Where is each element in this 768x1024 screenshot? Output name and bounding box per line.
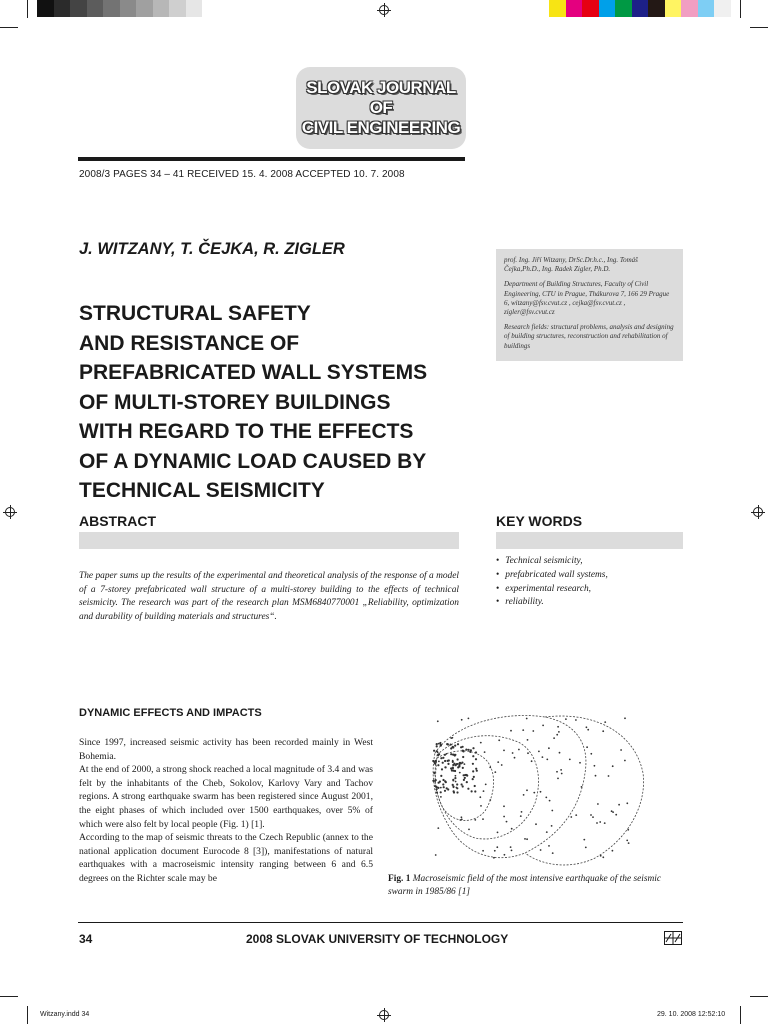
observation-point bbox=[472, 770, 474, 772]
observation-point bbox=[458, 765, 460, 767]
observation-point bbox=[440, 775, 442, 777]
observation-point bbox=[435, 854, 437, 856]
observation-point bbox=[450, 767, 452, 769]
keywords-divider bbox=[496, 532, 683, 549]
observation-point bbox=[527, 752, 529, 754]
observation-point bbox=[548, 845, 550, 847]
observation-point bbox=[532, 730, 534, 732]
observation-point bbox=[506, 821, 508, 823]
observation-point bbox=[501, 764, 503, 766]
observation-point bbox=[497, 761, 499, 763]
body-paragraph: At the end of 2000, a strong shock reached a local magnitude of 3.4 and was felt by the inhabitants of the Cheb, Sokolov, Karlovy Vary and Tachov regions. A strong earthquake swarm has been registered since August 2001, the eight phases of which included over 1500 earthquakes, over 5% of which were also felt by local people (Fig. 1) [1]. bbox=[79, 764, 373, 830]
observation-point bbox=[454, 745, 456, 747]
observation-point bbox=[520, 815, 522, 817]
observation-point bbox=[440, 744, 442, 746]
gray-swatch bbox=[120, 0, 137, 17]
observation-point bbox=[462, 767, 464, 769]
journal-logo bbox=[296, 67, 466, 149]
footer-rule bbox=[78, 922, 683, 923]
body-paragraph: Since 1997, increased seismic activity has been recorded mainly in West Bohemia. bbox=[79, 737, 373, 762]
gray-calibration-bar bbox=[37, 0, 219, 17]
observation-point bbox=[450, 737, 452, 739]
affiliation-department: Department of Building Structures, Faculty of Civil Engineering, CTU in Prague, Thákurova 7, 166 29 Prague 6, witzany@fsv.cvut.cz , cejka@fsv.cvut.cz , zigler@fsv.cvut.cz bbox=[504, 280, 670, 317]
authors: J. WITZANY, T. ČEJKA, R. ZIGLER bbox=[79, 240, 345, 258]
observation-point bbox=[496, 846, 498, 848]
observation-point bbox=[475, 758, 477, 760]
observation-point bbox=[460, 763, 462, 765]
observation-point bbox=[436, 745, 438, 747]
observation-point bbox=[434, 785, 436, 787]
observation-point bbox=[443, 786, 445, 788]
observation-point bbox=[628, 842, 630, 844]
observation-point bbox=[462, 756, 464, 758]
registration-mark-left bbox=[3, 505, 17, 519]
publisher-logo-icon bbox=[664, 931, 682, 945]
observation-point bbox=[436, 791, 438, 793]
observation-point bbox=[472, 755, 474, 757]
observation-point bbox=[559, 752, 561, 754]
isoseismal-outer bbox=[433, 716, 586, 858]
observation-point bbox=[611, 810, 613, 812]
observation-point bbox=[455, 764, 457, 766]
observation-point bbox=[540, 849, 542, 851]
observation-point bbox=[467, 788, 469, 790]
observation-point bbox=[527, 739, 529, 741]
observation-point bbox=[624, 760, 626, 762]
observation-point bbox=[451, 747, 453, 749]
observation-point bbox=[597, 803, 599, 805]
observation-point bbox=[482, 818, 484, 820]
color-swatch bbox=[714, 0, 731, 17]
observation-point bbox=[526, 718, 528, 720]
observation-point bbox=[535, 823, 537, 825]
observation-point bbox=[504, 854, 506, 856]
gray-swatch bbox=[87, 0, 104, 17]
observation-point bbox=[545, 797, 547, 799]
observation-point bbox=[489, 799, 491, 801]
observation-point bbox=[612, 850, 614, 852]
observation-point bbox=[594, 765, 596, 767]
observation-point bbox=[464, 763, 466, 765]
observation-point bbox=[454, 754, 456, 756]
observation-point bbox=[450, 744, 452, 746]
color-calibration-bar bbox=[549, 0, 731, 17]
observation-point bbox=[523, 794, 525, 796]
observation-point bbox=[524, 838, 526, 840]
observation-point bbox=[459, 772, 461, 774]
publication-meta: 2008/3 PAGES 34 – 41 RECEIVED 15. 4. 2008 ACCEPTED 10. 7. 2008 bbox=[79, 169, 405, 180]
observation-point bbox=[461, 816, 463, 818]
title-line: OF A DYNAMIC LOAD CAUSED BY bbox=[79, 449, 427, 473]
observation-point bbox=[461, 819, 463, 821]
gray-swatch bbox=[136, 0, 153, 17]
observation-point bbox=[590, 814, 592, 816]
observation-point bbox=[511, 850, 513, 852]
observation-point bbox=[494, 771, 496, 773]
observation-point bbox=[483, 790, 485, 792]
observation-point bbox=[440, 791, 442, 793]
color-swatch bbox=[615, 0, 632, 17]
observation-point bbox=[511, 828, 513, 830]
observation-point bbox=[453, 791, 455, 793]
observation-point bbox=[471, 790, 473, 792]
observation-point bbox=[440, 757, 442, 759]
observation-point bbox=[468, 718, 470, 720]
observation-point bbox=[472, 747, 474, 749]
observation-points bbox=[432, 717, 629, 858]
crop-mark bbox=[27, 0, 28, 18]
observation-point bbox=[452, 767, 454, 769]
observation-point bbox=[474, 785, 476, 787]
observation-point bbox=[433, 772, 435, 774]
observation-point bbox=[581, 786, 583, 788]
observation-point bbox=[587, 729, 589, 731]
observation-point bbox=[485, 784, 487, 786]
abstract-heading: ABSTRACT bbox=[79, 513, 156, 529]
observation-point bbox=[437, 827, 439, 829]
observation-point bbox=[583, 839, 585, 841]
keywords-heading: KEY WORDS bbox=[496, 513, 583, 529]
observation-point bbox=[462, 785, 464, 787]
observation-point bbox=[447, 763, 449, 765]
observation-point bbox=[556, 771, 558, 773]
keyword-item: • experimental research, bbox=[496, 583, 686, 597]
observation-point bbox=[455, 781, 457, 783]
observation-point bbox=[444, 766, 446, 768]
observation-point bbox=[557, 726, 559, 728]
color-swatch bbox=[648, 0, 665, 17]
observation-point bbox=[557, 778, 559, 780]
observation-point bbox=[522, 729, 524, 731]
observation-point bbox=[434, 780, 436, 782]
registration-mark-right bbox=[751, 505, 765, 519]
observation-point bbox=[440, 796, 442, 798]
title-line: OF MULTI-STOREY BUILDINGS bbox=[79, 390, 391, 414]
observation-point bbox=[452, 780, 454, 782]
crop-mark bbox=[740, 0, 741, 18]
observation-point bbox=[602, 856, 604, 858]
observation-point bbox=[438, 743, 440, 745]
observation-point bbox=[586, 726, 588, 728]
observation-point bbox=[503, 816, 505, 818]
observation-point bbox=[552, 852, 554, 854]
observation-point bbox=[549, 800, 551, 802]
observation-point bbox=[497, 832, 499, 834]
observation-point bbox=[533, 792, 535, 794]
observation-point bbox=[482, 850, 484, 852]
affiliation-names: prof. Ing. Jiří Witzany, DrSc.Dr.h.c., Ing. Tomáš Čejka,Ph.D., Ing. Radek Zigler, Ph.D. bbox=[504, 256, 638, 274]
observation-point bbox=[626, 840, 628, 842]
footer-publisher: 2008 SLOVAK UNIVERSITY OF TECHNOLOGY bbox=[246, 932, 509, 946]
observation-point bbox=[444, 760, 446, 762]
observation-point bbox=[503, 805, 505, 807]
observation-point bbox=[440, 787, 442, 789]
gray-swatch bbox=[54, 0, 71, 17]
observation-point bbox=[453, 786, 455, 788]
observation-point bbox=[462, 750, 464, 752]
observation-point bbox=[608, 775, 610, 777]
color-swatch bbox=[549, 0, 566, 17]
observation-point bbox=[455, 775, 457, 777]
observation-point bbox=[452, 770, 454, 772]
observation-point bbox=[521, 811, 523, 813]
observation-point bbox=[526, 789, 528, 791]
title-line: PREFABRICATED WALL SYSTEMS bbox=[79, 361, 428, 384]
observation-point bbox=[461, 719, 463, 721]
section-heading: DYNAMIC EFFECTS AND IMPACTS bbox=[79, 707, 262, 719]
observation-point bbox=[558, 731, 560, 733]
gray-swatch bbox=[103, 0, 120, 17]
crop-mark bbox=[740, 1006, 741, 1024]
observation-point bbox=[618, 804, 620, 806]
observation-point bbox=[556, 734, 558, 736]
observation-point bbox=[510, 846, 512, 848]
color-swatch bbox=[582, 0, 599, 17]
observation-point bbox=[551, 825, 553, 827]
observation-point bbox=[575, 719, 577, 721]
observation-point bbox=[475, 751, 477, 753]
observation-point bbox=[474, 790, 476, 792]
title-line: AND RESISTANCE OF bbox=[79, 331, 300, 355]
observation-point bbox=[442, 783, 444, 785]
crop-mark bbox=[750, 27, 768, 28]
observation-point bbox=[627, 829, 629, 831]
gray-swatch bbox=[202, 0, 219, 17]
observation-point bbox=[602, 730, 604, 732]
observation-point bbox=[461, 783, 463, 785]
gray-swatch bbox=[153, 0, 170, 17]
observation-point bbox=[439, 742, 441, 744]
observation-point bbox=[624, 717, 626, 719]
header-rule bbox=[78, 157, 465, 161]
observation-point bbox=[457, 743, 459, 745]
observation-point bbox=[468, 749, 470, 751]
observation-point bbox=[465, 749, 467, 751]
observation-point bbox=[437, 764, 439, 766]
paper-title bbox=[79, 299, 479, 506]
observation-point bbox=[620, 749, 622, 751]
logo-line: CIVIL ENGINEERING bbox=[301, 118, 461, 137]
color-swatch bbox=[632, 0, 649, 17]
observation-point bbox=[604, 721, 606, 723]
observation-point bbox=[479, 796, 481, 798]
observation-point bbox=[512, 752, 514, 754]
observation-point bbox=[565, 718, 567, 720]
observation-point bbox=[586, 746, 588, 748]
observation-point bbox=[510, 730, 512, 732]
print-slug-date: 29. 10. 2008 12:52:10 bbox=[657, 1011, 726, 1018]
observation-point bbox=[442, 762, 444, 764]
observation-point bbox=[473, 776, 475, 778]
observation-point bbox=[438, 782, 440, 784]
observation-point bbox=[531, 760, 533, 762]
observation-point bbox=[456, 791, 458, 793]
observation-point bbox=[595, 775, 597, 777]
isoseismal-lines bbox=[433, 716, 643, 865]
logo-line: OF bbox=[369, 98, 393, 117]
observation-point bbox=[469, 751, 471, 753]
color-swatch bbox=[566, 0, 583, 17]
crop-mark bbox=[750, 996, 768, 997]
author-affiliation-box bbox=[496, 249, 683, 361]
isoseismal-middle bbox=[435, 736, 539, 839]
observation-point bbox=[459, 763, 461, 765]
observation-point bbox=[592, 816, 594, 818]
observation-point bbox=[434, 761, 436, 763]
observation-point bbox=[570, 816, 572, 818]
keyword-item: • prefabricated wall systems, bbox=[496, 569, 686, 583]
observation-point bbox=[538, 751, 540, 753]
affiliation-research: Research fields: structural problems, analysis and designing of building structures, reconstruction and rehabilitation of buildings bbox=[504, 323, 674, 350]
observation-point bbox=[526, 838, 528, 840]
observation-point bbox=[612, 765, 614, 767]
observation-point bbox=[450, 753, 452, 755]
observation-point bbox=[457, 763, 459, 765]
observation-point bbox=[542, 725, 544, 727]
figure-caption-text: Macroseismic field of the most intensive earthquake of the seismic swarm in 1985/86 [1] bbox=[388, 874, 662, 898]
gray-swatch bbox=[70, 0, 87, 17]
observation-point bbox=[446, 787, 448, 789]
observation-point bbox=[437, 751, 439, 753]
observation-point bbox=[546, 831, 548, 833]
observation-point bbox=[493, 857, 495, 859]
observation-point bbox=[438, 753, 440, 755]
keyword-item: • reliability. bbox=[496, 596, 686, 610]
observation-point bbox=[442, 757, 444, 759]
observation-point bbox=[498, 739, 500, 741]
observation-point bbox=[599, 821, 601, 823]
observation-point bbox=[604, 822, 606, 824]
gray-swatch bbox=[186, 0, 203, 17]
observation-point bbox=[438, 761, 440, 763]
observation-point bbox=[444, 790, 446, 792]
observation-point bbox=[518, 749, 520, 751]
observation-point bbox=[466, 781, 468, 783]
observation-point bbox=[463, 779, 465, 781]
observation-point bbox=[542, 756, 544, 758]
page-number: 34 bbox=[79, 932, 93, 946]
observation-point bbox=[600, 855, 602, 857]
observation-point bbox=[560, 769, 562, 771]
observation-point bbox=[433, 750, 435, 752]
observation-point bbox=[474, 819, 476, 821]
color-swatch bbox=[681, 0, 698, 17]
observation-point bbox=[548, 747, 550, 749]
registration-mark-bottom bbox=[377, 1008, 391, 1022]
abstract-text: The paper sums up the results of the experimental and theoretical analysis of the response of a model of a 7-storey prefabricated wall structure of a multi-storey building to the effects of technical seismicity. The research was part of the research plan MSM6840770001 „Reliability, optimization and durability of building materials and structures“. bbox=[79, 571, 459, 623]
observation-point bbox=[456, 783, 458, 785]
observation-point bbox=[468, 829, 470, 831]
registration-mark-top bbox=[377, 3, 391, 17]
title-line: STRUCTURAL SAFETY bbox=[79, 302, 311, 325]
color-swatch bbox=[599, 0, 616, 17]
figure-caption bbox=[388, 873, 684, 900]
title-line: WITH REGARD TO THE EFFECTS bbox=[79, 420, 414, 443]
observation-point bbox=[452, 760, 454, 762]
observation-point bbox=[476, 770, 478, 772]
observation-point bbox=[596, 822, 598, 824]
observation-point bbox=[446, 753, 448, 755]
observation-point bbox=[456, 787, 458, 789]
observation-point bbox=[472, 778, 474, 780]
observation-point bbox=[475, 768, 477, 770]
color-swatch bbox=[698, 0, 715, 17]
observation-point bbox=[579, 762, 581, 764]
color-swatch bbox=[665, 0, 682, 17]
keyword-item: • Technical seismicity, bbox=[496, 555, 686, 569]
keyword-list bbox=[496, 555, 686, 610]
observation-point bbox=[436, 743, 438, 745]
abstract-divider bbox=[79, 532, 459, 549]
observation-point bbox=[590, 753, 592, 755]
observation-point bbox=[494, 850, 496, 852]
figure-label: Fig. 1 bbox=[388, 874, 411, 884]
observation-point bbox=[540, 791, 542, 793]
observation-point bbox=[503, 750, 505, 752]
crop-mark bbox=[0, 996, 18, 997]
gray-swatch bbox=[37, 0, 54, 17]
body-paragraph: According to the map of seismic threats to the Czech Republic (annex to the national application document Eurocode 8 [3]), manifestations of natural earthquakes with a macroseismic intensity ranging between 6 and 6.5 degrees on the Richter scale may be bbox=[79, 832, 373, 884]
observation-point bbox=[447, 760, 449, 762]
observation-point bbox=[472, 763, 474, 765]
observation-point bbox=[460, 746, 462, 748]
observation-point bbox=[437, 787, 439, 789]
observation-point bbox=[626, 802, 628, 804]
observation-point bbox=[441, 768, 443, 770]
print-slug-file: Witzany.indd 34 bbox=[40, 1011, 90, 1018]
observation-point bbox=[546, 759, 548, 761]
observation-point bbox=[464, 774, 466, 776]
observation-point bbox=[612, 811, 614, 813]
crop-mark bbox=[0, 27, 18, 28]
section-body bbox=[79, 736, 373, 886]
observation-point bbox=[436, 788, 438, 790]
logo-line: SLOVAK JOURNAL bbox=[306, 78, 456, 97]
observation-point bbox=[551, 810, 553, 812]
observation-point bbox=[585, 847, 587, 849]
observation-point bbox=[447, 743, 449, 745]
crop-mark bbox=[27, 1006, 28, 1024]
observation-point bbox=[454, 777, 456, 779]
observation-point bbox=[457, 758, 459, 760]
observation-point bbox=[561, 773, 563, 775]
observation-point bbox=[569, 759, 571, 761]
observation-point bbox=[437, 720, 439, 722]
observation-point bbox=[480, 805, 482, 807]
observation-point bbox=[442, 779, 444, 781]
observation-point bbox=[575, 814, 577, 816]
macroseismic-map-figure bbox=[425, 703, 665, 871]
observation-point bbox=[489, 767, 491, 769]
observation-point bbox=[480, 742, 482, 744]
title-line: TECHNICAL SEISMICITY bbox=[79, 479, 325, 502]
observation-point bbox=[464, 777, 466, 779]
observation-point bbox=[553, 737, 555, 739]
observation-point bbox=[615, 814, 617, 816]
isoseismal-east bbox=[525, 716, 644, 865]
observation-point bbox=[484, 751, 486, 753]
gray-swatch bbox=[169, 0, 186, 17]
observation-point bbox=[514, 757, 516, 759]
